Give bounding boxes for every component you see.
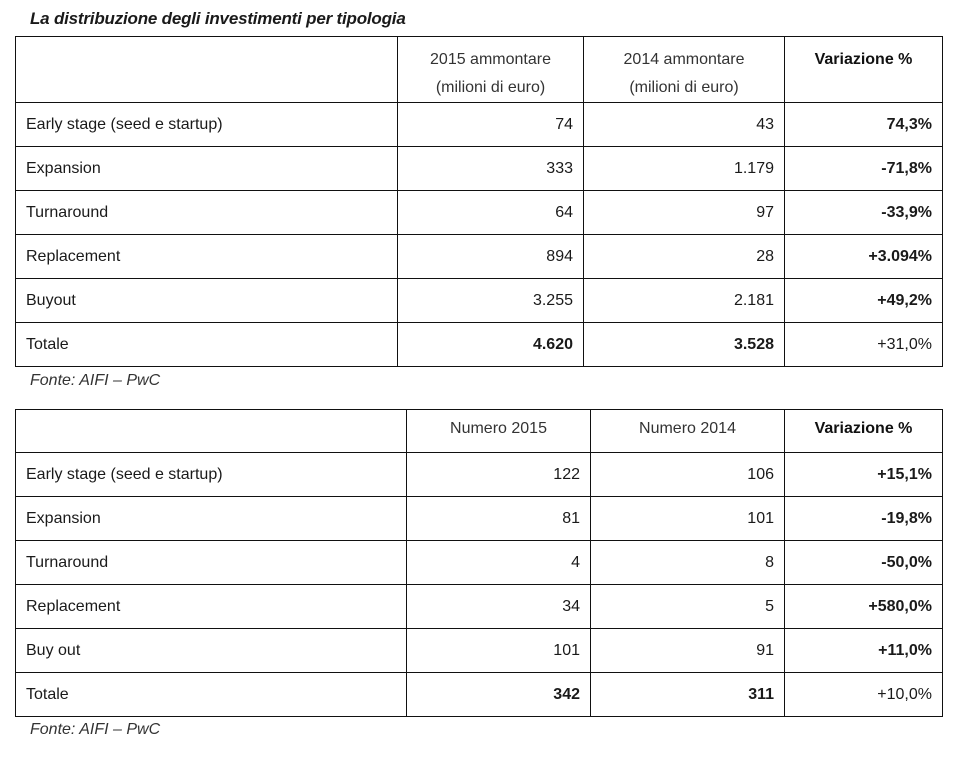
table-row — [16, 629, 943, 673]
value-2014: 8 — [591, 541, 785, 585]
table-row — [16, 147, 943, 191]
value-variation: -33,9% — [785, 191, 943, 235]
value-variation: +580,0% — [785, 585, 943, 629]
value-2014: 106 — [591, 453, 785, 497]
row-label: Early stage (seed e startup) — [16, 103, 398, 147]
table1-source: Fonte: AIFI – PwC — [30, 372, 161, 389]
table-row — [16, 453, 943, 497]
header-variation: Variazione % — [785, 410, 943, 453]
value-variation: -50,0% — [785, 541, 943, 585]
value-2014: 2.181 — [584, 279, 785, 323]
value-variation: +3.094% — [785, 235, 943, 279]
value-2014: 1.179 — [584, 147, 785, 191]
value-variation: 74,3% — [785, 103, 943, 147]
row-label: Early stage (seed e startup) — [16, 453, 407, 497]
row-label: Buyout — [16, 279, 398, 323]
header-variation: Variazione % — [785, 37, 943, 103]
table-row — [16, 279, 943, 323]
investment-count-table — [15, 409, 943, 717]
row-label: Totale — [16, 673, 407, 717]
header-type — [16, 410, 407, 453]
row-label: Expansion — [16, 147, 398, 191]
table-header-row — [16, 410, 943, 453]
table-row — [16, 497, 943, 541]
table-header-row — [16, 37, 943, 103]
row-label: Buy out — [16, 629, 407, 673]
total-row — [16, 673, 943, 717]
value-2015: 101 — [407, 629, 591, 673]
row-label: Turnaround — [16, 191, 398, 235]
row-label: Totale — [16, 323, 398, 367]
header-2015-amount: 2015 ammontare (milioni di euro) — [398, 37, 584, 103]
value-2014: 97 — [584, 191, 785, 235]
value-2015: 34 — [407, 585, 591, 629]
table2-source: Fonte: AIFI – PwC — [30, 721, 161, 738]
value-2014: 101 — [591, 497, 785, 541]
value-2015: 333 — [398, 147, 584, 191]
value-2015: 342 — [407, 673, 591, 717]
row-label: Replacement — [16, 235, 398, 279]
row-label: Expansion — [16, 497, 407, 541]
value-2015: 3.255 — [398, 279, 584, 323]
header-2014-amount: 2014 ammontare (milioni di euro) — [584, 37, 785, 103]
value-2015: 894 — [398, 235, 584, 279]
header-type — [16, 37, 398, 103]
table-row — [16, 191, 943, 235]
value-2015: 74 — [398, 103, 584, 147]
header-count-2015: Numero 2015 — [407, 410, 591, 453]
row-label: Replacement — [16, 585, 407, 629]
value-variation: +11,0% — [785, 629, 943, 673]
value-2015: 64 — [398, 191, 584, 235]
value-variation: +15,1% — [785, 453, 943, 497]
value-variation: -19,8% — [785, 497, 943, 541]
value-2014: 43 — [584, 103, 785, 147]
value-2015: 4.620 — [398, 323, 584, 367]
table-row — [16, 103, 943, 147]
value-2014: 311 — [591, 673, 785, 717]
value-variation: -71,8% — [785, 147, 943, 191]
row-label: Turnaround — [16, 541, 407, 585]
table-row — [16, 235, 943, 279]
table-row — [16, 541, 943, 585]
value-variation: +10,0% — [785, 673, 943, 717]
value-2015: 4 — [407, 541, 591, 585]
page-title: La distribuzione degli investimenti per tipologia — [30, 9, 406, 28]
total-row — [16, 323, 943, 367]
value-2014: 5 — [591, 585, 785, 629]
value-2014: 3.528 — [584, 323, 785, 367]
value-2015: 81 — [407, 497, 591, 541]
investment-amount-table — [15, 36, 943, 367]
table-row — [16, 585, 943, 629]
value-variation: +49,2% — [785, 279, 943, 323]
value-variation: +31,0% — [785, 323, 943, 367]
value-2014: 91 — [591, 629, 785, 673]
value-2015: 122 — [407, 453, 591, 497]
value-2014: 28 — [584, 235, 785, 279]
header-count-2014: Numero 2014 — [591, 410, 785, 453]
